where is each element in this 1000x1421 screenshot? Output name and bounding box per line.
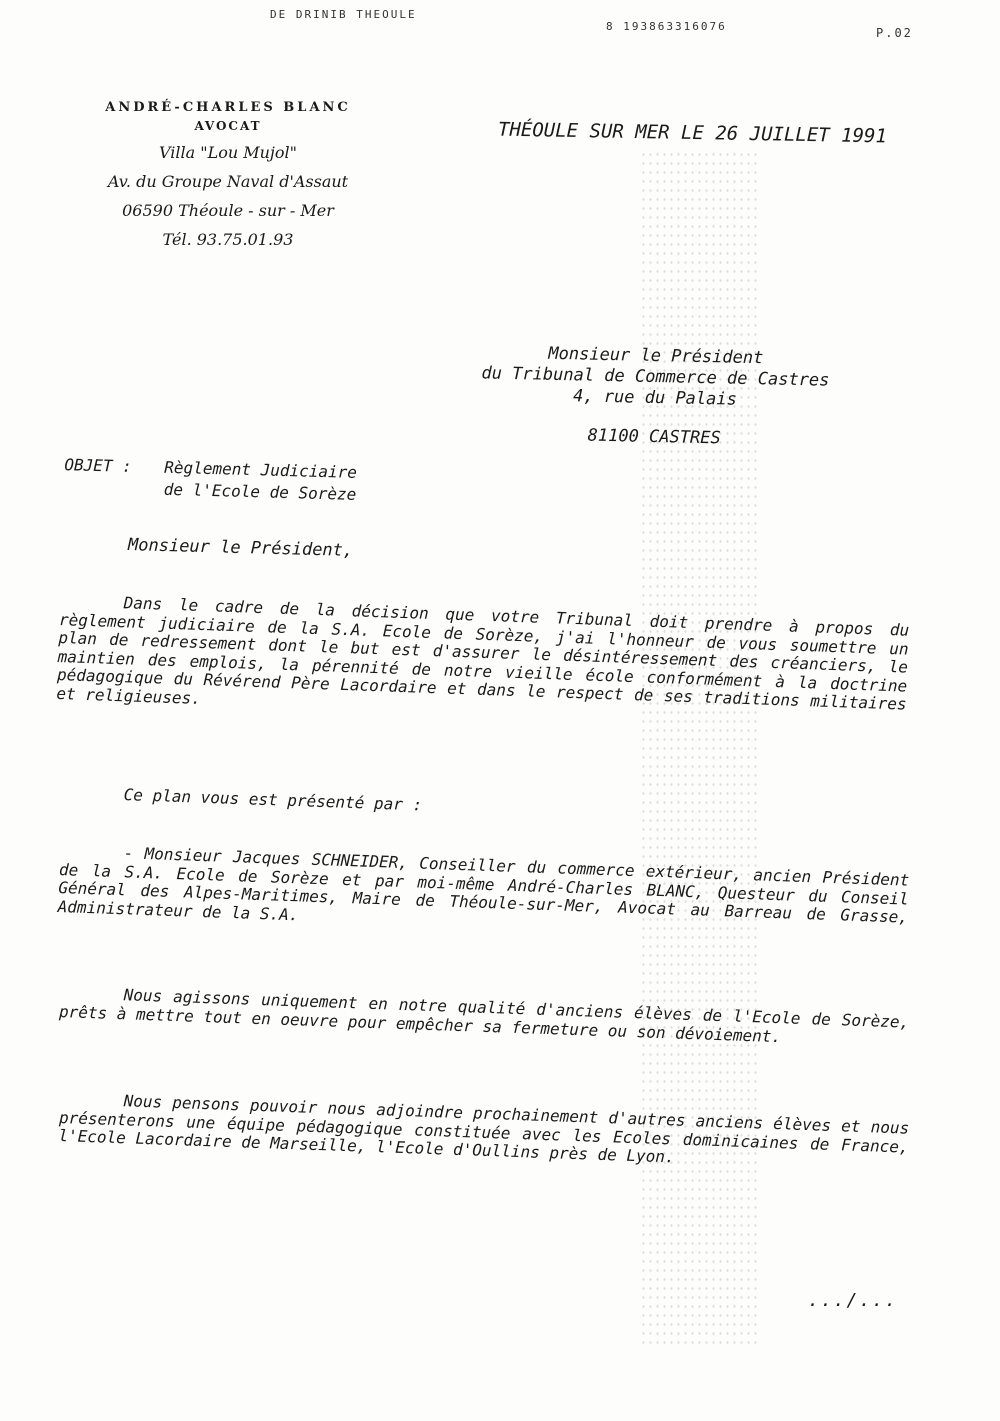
fax-noise-strip: [640, 150, 760, 1350]
letterhead-villa: Villa "Lou Mujol": [158, 143, 297, 162]
paragraph-text: Nous agissons uniquement en notre qualité d'anciens élèves de l'Ecole de Sorèze, prêts à mettre tout en oeuvre pour empêcher sa fermeture ou son dévoiement.: [58, 985, 910, 1046]
recipient-line: du Tribunal de Commerce de Castres: [481, 363, 830, 391]
paragraph-text: Nous pensons pouvoir nous adjoindre prochainement d'autres anciens élèves et nous présenterons une équipe pédagogique constituée avec les Ecoles dominicaines de France, l'Ecole Lacordaire de Marseille, l'Ecole d'Oullins près de Lyon.: [58, 1091, 910, 1167]
body-paragraph: [123, 786, 523, 818]
recipient-line: Monsieur le Président: [548, 343, 764, 369]
fax-page-number: P.02: [876, 26, 913, 40]
letter-date: THÉOULE SUR MER LE 26 JUILLET 1991: [497, 118, 888, 148]
fax-number: 8 193863316076: [606, 20, 727, 33]
subject-line: de l'Ecole de Sorèze: [163, 479, 357, 504]
paragraph-text: Ce plan vous est présenté par :: [123, 785, 423, 815]
body-paragraph: [59, 984, 910, 1051]
fax-sender: DE DRINIB THEOULE: [270, 8, 417, 21]
body-paragraph: [56, 592, 909, 733]
continuation-mark: .../...: [808, 1290, 898, 1311]
letterhead: [58, 100, 398, 249]
subject-block: [63, 454, 357, 506]
letterhead-name: ANDRÉ-CHARLES BLANC: [105, 100, 351, 115]
paragraph-text: Dans le cadre de la décision que votre Tribunal doit prendre à propos du règlement judiciaire de la S.A. Ecole de Sorèze, j'ai l'honneur de vous soumettre un plan de redressement dont le but est d'assurer le désintéressement des créanciers, le maintien des emplois, la pérennité de notre vieille école conformément à la doctrine pédagogique du Révérend Père Lacordaire et dans le respect de ses traditions militaires et religieuses.: [56, 593, 910, 714]
letterhead-city: 06590 Théoule - sur - Mer: [122, 201, 334, 220]
letterhead-street: Av. du Groupe Naval d'Assaut: [107, 172, 349, 191]
recipient-address: [444, 342, 866, 453]
body-paragraph: [58, 1090, 909, 1175]
subject-label: OBJET :: [64, 455, 133, 476]
recipient-line: 4, rue du Palais: [572, 386, 738, 410]
body-paragraph: [57, 842, 909, 946]
paragraph-text: - Monsieur Jacques SCHNEIDER, Conseiller du commerce extérieur, ancien Président de la S.A. Ecole de Sorèze et par moi-même André-Charles BLANC, Questeur du Conseil Général des Alpes-Maritimes, Maire de Théoule-sur-Mer, Avocat au Barreau de Grasse, Administrateur de la S.A.: [57, 843, 910, 927]
salutation: Monsieur le Président,: [127, 535, 354, 561]
letterhead-phone: Tél. 93.75.01.93: [162, 230, 294, 249]
recipient-postcode: 81100 CASTRES: [587, 425, 721, 449]
letterhead-title: AVOCAT: [194, 119, 262, 133]
subject-line: Règlement Judiciaire: [164, 457, 358, 482]
